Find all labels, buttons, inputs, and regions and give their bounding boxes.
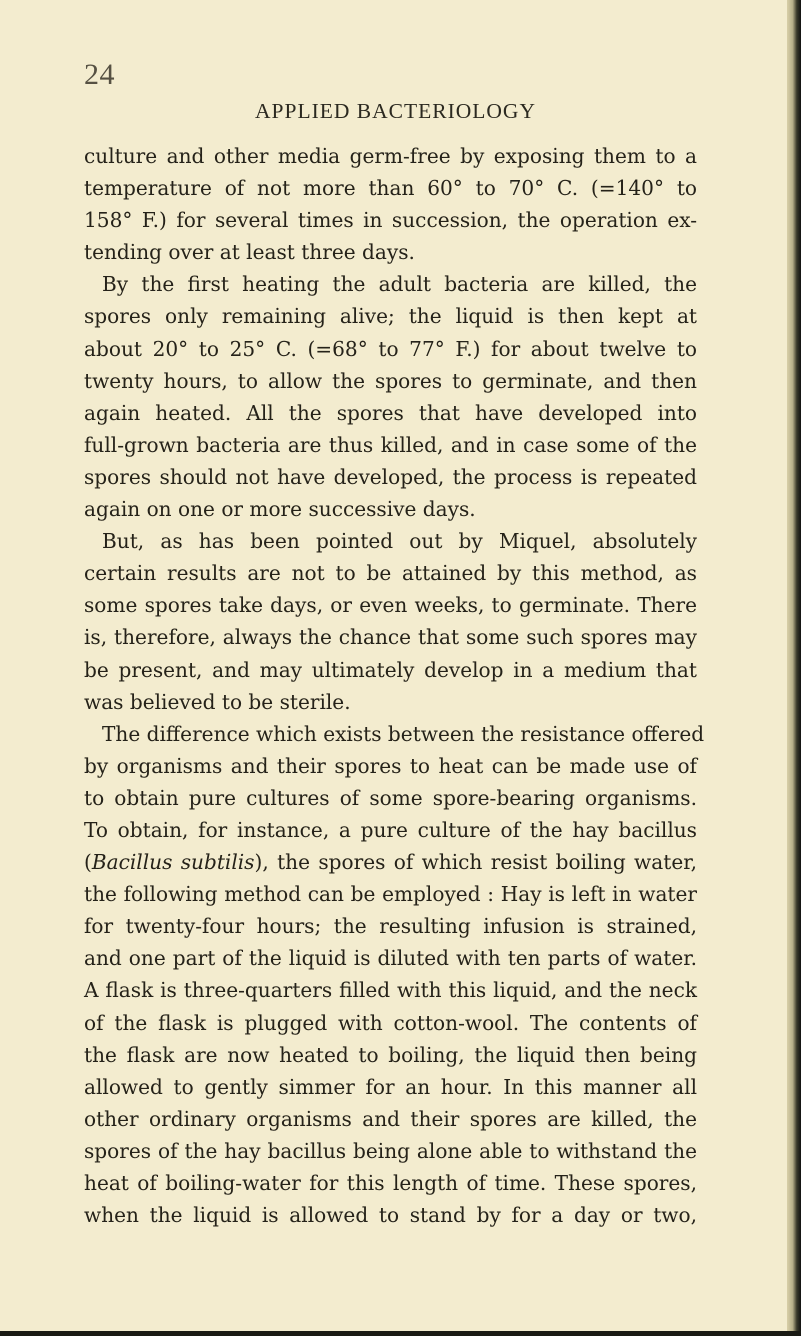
text-line: spores should not have developed, the process is repeated — [84, 464, 697, 489]
text-line: be present, and may ultimately develop in a medium that — [84, 657, 697, 682]
text-line: again on one or more successive days. — [84, 497, 476, 522]
text-line: about 20° to 25° C. (=68° to 77° F.) for about twelve to — [84, 336, 697, 361]
text-line-pre: ( — [84, 850, 92, 875]
text-line: again heated. All the spores that have developed into — [84, 400, 697, 425]
page-bottom-edge — [0, 1331, 801, 1336]
text-line: heat of boiling-water for this length of time. These spores, — [84, 1171, 697, 1195]
text-line: by organisms and their spores to heat can be made use of — [84, 753, 697, 778]
text-line: 158° F.) for several times in succession, the operation ex- — [84, 208, 697, 233]
text-line: for twenty-four hours; the resulting infusion is strained, — [84, 914, 697, 939]
text-line: twenty hours, to allow the spores to germinate, and then — [84, 368, 697, 393]
text-line: temperature of not more than 60° to 70° C. (=140° to — [84, 176, 697, 201]
text-line-post: ), the spores of which resist boiling water, — [254, 850, 697, 875]
text-line: and one part of the liquid is diluted with ten parts of water. — [84, 946, 697, 971]
running-head: APPLIED BACTERIOLOGY — [255, 99, 536, 123]
text-line — [84, 846, 697, 878]
text-line: culture and other media germ-free by exposing them to a — [84, 144, 697, 168]
text-line: when the liquid is allowed to stand by for a day or two, — [84, 1203, 697, 1228]
text-line: The difference which exists between the resistance offered — [102, 721, 705, 746]
text-line: allowed to gently simmer for an hour. In this manner all — [84, 1074, 697, 1099]
text-line: spores of the hay bacillus being alone able to withstand the — [84, 1138, 697, 1163]
page-number: 24 — [84, 58, 115, 91]
page-binding-edge — [787, 0, 801, 1336]
text-line: the following method can be employed : Hay is left in water — [84, 882, 697, 907]
species-name-italic: Bacillus subtilis — [91, 850, 255, 875]
text-line: certain results are not to be attained by this method, as — [84, 561, 697, 586]
text-line: tending over at least three days. — [84, 240, 415, 265]
text-line: To obtain, for instance, a pure culture of the hay bacillus — [84, 817, 697, 842]
text-line: to obtain pure cultures of some spore-bearing organisms. — [84, 785, 697, 810]
text-line: some spores take days, or even weeks, to germinate. There — [84, 593, 697, 618]
text-line: By the first heating the adult bacteria are killed, the — [102, 272, 697, 297]
text-line: A flask is three-quarters filled with this liquid, and the neck — [84, 978, 697, 1003]
text-line: is, therefore, always the chance that some such spores may — [84, 625, 697, 650]
text-line: of the flask is plugged with cotton-wool. The contents of — [84, 1010, 697, 1035]
text-line: the flask are now heated to boiling, the liquid then being — [84, 1042, 697, 1067]
text-line: But, as has been pointed out by Miquel, absolutely — [102, 529, 697, 554]
text-line: full-grown bacteria are thus killed, and in case some of the — [84, 432, 697, 457]
text-line: spores only remaining alive; the liquid is then kept at — [84, 304, 697, 329]
body-text — [84, 140, 705, 1231]
text-line: other ordinary organisms and their spores are killed, the — [84, 1106, 697, 1131]
text-line: was believed to be sterile. — [84, 689, 351, 714]
